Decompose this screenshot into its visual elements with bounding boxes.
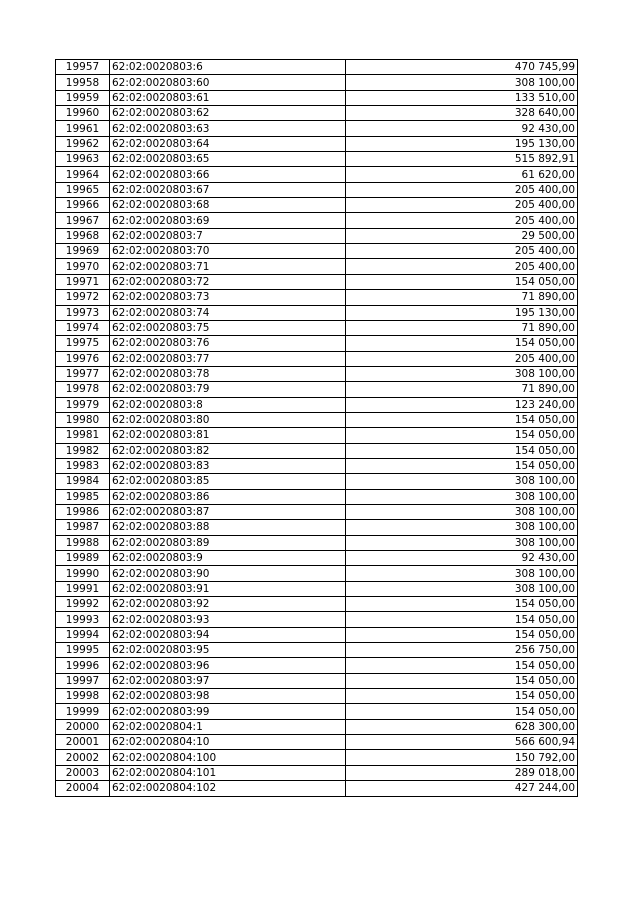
table-row (56, 397, 578, 412)
row-number-cell: 19997 (56, 673, 110, 688)
table-row (56, 198, 578, 213)
cadastral-number-cell: 62:02:0020803:8 (110, 397, 346, 412)
table-row (56, 566, 578, 581)
table-row (56, 458, 578, 473)
table-row (56, 643, 578, 658)
row-number-cell: 19970 (56, 259, 110, 274)
value-cell: 123 240,00 (346, 397, 578, 412)
row-number-cell: 20000 (56, 719, 110, 734)
cadastral-number-cell: 62:02:0020803:78 (110, 366, 346, 381)
value-cell: 308 100,00 (346, 474, 578, 489)
value-cell: 154 050,00 (346, 274, 578, 289)
cadastral-number-cell: 62:02:0020803:62 (110, 106, 346, 121)
row-number-cell: 20004 (56, 781, 110, 796)
cadastral-number-cell: 62:02:0020803:90 (110, 566, 346, 581)
cadastral-number-cell: 62:02:0020803:99 (110, 704, 346, 719)
cadastral-number-cell: 62:02:0020803:6 (110, 60, 346, 75)
row-number-cell: 19977 (56, 366, 110, 381)
value-cell: 515 892,91 (346, 152, 578, 167)
table-row (56, 320, 578, 335)
row-number-cell: 19959 (56, 90, 110, 105)
row-number-cell: 19979 (56, 397, 110, 412)
value-cell: 205 400,00 (346, 198, 578, 213)
value-cell: 92 430,00 (346, 551, 578, 566)
row-number-cell: 19974 (56, 320, 110, 335)
value-cell: 427 244,00 (346, 781, 578, 796)
cadastral-number-cell: 62:02:0020803:79 (110, 382, 346, 397)
row-number-cell: 19960 (56, 106, 110, 121)
cadastral-number-cell: 62:02:0020803:71 (110, 259, 346, 274)
value-cell: 470 745,99 (346, 60, 578, 75)
row-number-cell: 19984 (56, 474, 110, 489)
value-cell: 289 018,00 (346, 765, 578, 780)
cadastral-number-cell: 62:02:0020803:81 (110, 428, 346, 443)
table-row (56, 551, 578, 566)
value-cell: 308 100,00 (346, 535, 578, 550)
cadastral-number-cell: 62:02:0020803:68 (110, 198, 346, 213)
table-row (56, 167, 578, 182)
cadastral-number-cell: 62:02:0020803:69 (110, 213, 346, 228)
cadastral-number-cell: 62:02:0020804:10 (110, 735, 346, 750)
cadastral-number-cell: 62:02:0020803:77 (110, 351, 346, 366)
row-number-cell: 19962 (56, 136, 110, 151)
value-cell: 71 890,00 (346, 320, 578, 335)
table-row (56, 228, 578, 243)
value-cell: 71 890,00 (346, 382, 578, 397)
row-number-cell: 19965 (56, 182, 110, 197)
row-number-cell: 19999 (56, 704, 110, 719)
cadastral-number-cell: 62:02:0020803:85 (110, 474, 346, 489)
table-row (56, 259, 578, 274)
value-cell: 308 100,00 (346, 566, 578, 581)
value-cell: 308 100,00 (346, 504, 578, 519)
row-number-cell: 19990 (56, 566, 110, 581)
table-row (56, 474, 578, 489)
table-row (56, 244, 578, 259)
value-cell: 154 050,00 (346, 443, 578, 458)
row-number-cell: 19966 (56, 198, 110, 213)
table-row (56, 735, 578, 750)
cadastral-number-cell: 62:02:0020803:73 (110, 290, 346, 305)
table-row (56, 152, 578, 167)
cadastral-number-cell: 62:02:0020803:60 (110, 75, 346, 90)
row-number-cell: 19973 (56, 305, 110, 320)
cadastral-number-cell: 62:02:0020804:100 (110, 750, 346, 765)
value-cell: 308 100,00 (346, 581, 578, 596)
value-cell: 195 130,00 (346, 305, 578, 320)
value-cell: 205 400,00 (346, 244, 578, 259)
table-row (56, 750, 578, 765)
cadastral-number-cell: 62:02:0020803:7 (110, 228, 346, 243)
row-number-cell: 19988 (56, 535, 110, 550)
value-cell: 154 050,00 (346, 428, 578, 443)
row-number-cell: 19958 (56, 75, 110, 90)
value-cell: 205 400,00 (346, 259, 578, 274)
value-cell: 205 400,00 (346, 351, 578, 366)
row-number-cell: 19969 (56, 244, 110, 259)
cadastral-number-cell: 62:02:0020803:86 (110, 489, 346, 504)
cadastral-number-cell: 62:02:0020803:96 (110, 658, 346, 673)
row-number-cell: 19968 (56, 228, 110, 243)
table-row (56, 366, 578, 381)
table-row (56, 60, 578, 75)
row-number-cell: 19967 (56, 213, 110, 228)
table-row (56, 597, 578, 612)
row-number-cell: 19996 (56, 658, 110, 673)
value-cell: 154 050,00 (346, 412, 578, 427)
value-cell: 154 050,00 (346, 336, 578, 351)
row-number-cell: 19971 (56, 274, 110, 289)
value-cell: 154 050,00 (346, 689, 578, 704)
table-row (56, 535, 578, 550)
table-row (56, 612, 578, 627)
cadastral-value-table (55, 59, 578, 797)
cadastral-number-cell: 62:02:0020803:94 (110, 627, 346, 642)
value-cell: 154 050,00 (346, 612, 578, 627)
row-number-cell: 19995 (56, 643, 110, 658)
cadastral-number-cell: 62:02:0020804:1 (110, 719, 346, 734)
cadastral-number-cell: 62:02:0020803:88 (110, 520, 346, 535)
value-cell: 154 050,00 (346, 458, 578, 473)
cadastral-number-cell: 62:02:0020803:75 (110, 320, 346, 335)
value-cell: 308 100,00 (346, 489, 578, 504)
table-row (56, 305, 578, 320)
cadastral-number-cell: 62:02:0020803:70 (110, 244, 346, 259)
table-row (56, 627, 578, 642)
row-number-cell: 19961 (56, 121, 110, 136)
table-row (56, 351, 578, 366)
table-row (56, 382, 578, 397)
table-row (56, 489, 578, 504)
table-row (56, 106, 578, 121)
table-row (56, 673, 578, 688)
value-cell: 566 600,94 (346, 735, 578, 750)
table-body (56, 60, 578, 797)
value-cell: 150 792,00 (346, 750, 578, 765)
table-row (56, 581, 578, 596)
table-row (56, 781, 578, 796)
cadastral-number-cell: 62:02:0020803:92 (110, 597, 346, 612)
cadastral-number-cell: 62:02:0020803:9 (110, 551, 346, 566)
cadastral-number-cell: 62:02:0020804:101 (110, 765, 346, 780)
cadastral-number-cell: 62:02:0020803:66 (110, 167, 346, 182)
cadastral-number-cell: 62:02:0020803:63 (110, 121, 346, 136)
table-row (56, 75, 578, 90)
cadastral-number-cell: 62:02:0020803:91 (110, 581, 346, 596)
row-number-cell: 19985 (56, 489, 110, 504)
table-row (56, 719, 578, 734)
row-number-cell: 19992 (56, 597, 110, 612)
table-row (56, 90, 578, 105)
cadastral-number-cell: 62:02:0020803:67 (110, 182, 346, 197)
value-cell: 205 400,00 (346, 213, 578, 228)
row-number-cell: 19964 (56, 167, 110, 182)
table-row (56, 336, 578, 351)
table-row (56, 136, 578, 151)
row-number-cell: 20001 (56, 735, 110, 750)
value-cell: 308 100,00 (346, 75, 578, 90)
value-cell: 92 430,00 (346, 121, 578, 136)
row-number-cell: 19976 (56, 351, 110, 366)
value-cell: 154 050,00 (346, 597, 578, 612)
value-cell: 154 050,00 (346, 673, 578, 688)
cadastral-number-cell: 62:02:0020803:80 (110, 412, 346, 427)
table-row (56, 182, 578, 197)
cadastral-number-cell: 62:02:0020803:72 (110, 274, 346, 289)
row-number-cell: 20003 (56, 765, 110, 780)
table-row (56, 274, 578, 289)
value-cell: 205 400,00 (346, 182, 578, 197)
row-number-cell: 19986 (56, 504, 110, 519)
row-number-cell: 19993 (56, 612, 110, 627)
row-number-cell: 19983 (56, 458, 110, 473)
value-cell: 154 050,00 (346, 704, 578, 719)
table-row (56, 443, 578, 458)
value-cell: 29 500,00 (346, 228, 578, 243)
value-cell: 308 100,00 (346, 366, 578, 381)
value-cell: 256 750,00 (346, 643, 578, 658)
row-number-cell: 19982 (56, 443, 110, 458)
table-row (56, 121, 578, 136)
cadastral-number-cell: 62:02:0020803:64 (110, 136, 346, 151)
cadastral-number-cell: 62:02:0020803:76 (110, 336, 346, 351)
table-row (56, 704, 578, 719)
cadastral-number-cell: 62:02:0020803:87 (110, 504, 346, 519)
row-number-cell: 19963 (56, 152, 110, 167)
row-number-cell: 19975 (56, 336, 110, 351)
value-cell: 61 620,00 (346, 167, 578, 182)
cadastral-number-cell: 62:02:0020803:97 (110, 673, 346, 688)
value-cell: 308 100,00 (346, 520, 578, 535)
cadastral-number-cell: 62:02:0020803:65 (110, 152, 346, 167)
row-number-cell: 19978 (56, 382, 110, 397)
row-number-cell: 19994 (56, 627, 110, 642)
table-row (56, 428, 578, 443)
row-number-cell: 19980 (56, 412, 110, 427)
cadastral-number-cell: 62:02:0020803:93 (110, 612, 346, 627)
row-number-cell: 19991 (56, 581, 110, 596)
cadastral-number-cell: 62:02:0020803:98 (110, 689, 346, 704)
cadastral-number-cell: 62:02:0020803:61 (110, 90, 346, 105)
table-row (56, 689, 578, 704)
cadastral-number-cell: 62:02:0020803:95 (110, 643, 346, 658)
table-row (56, 765, 578, 780)
cadastral-number-cell: 62:02:0020803:89 (110, 535, 346, 550)
table-row (56, 290, 578, 305)
value-cell: 628 300,00 (346, 719, 578, 734)
row-number-cell: 19957 (56, 60, 110, 75)
value-cell: 133 510,00 (346, 90, 578, 105)
value-cell: 328 640,00 (346, 106, 578, 121)
row-number-cell: 19989 (56, 551, 110, 566)
row-number-cell: 19972 (56, 290, 110, 305)
cadastral-number-cell: 62:02:0020803:74 (110, 305, 346, 320)
table-row (56, 213, 578, 228)
value-cell: 154 050,00 (346, 658, 578, 673)
table-row (56, 504, 578, 519)
row-number-cell: 20002 (56, 750, 110, 765)
cadastral-number-cell: 62:02:0020803:83 (110, 458, 346, 473)
value-cell: 71 890,00 (346, 290, 578, 305)
table-row (56, 412, 578, 427)
cadastral-number-cell: 62:02:0020803:82 (110, 443, 346, 458)
cadastral-number-cell: 62:02:0020804:102 (110, 781, 346, 796)
row-number-cell: 19981 (56, 428, 110, 443)
value-cell: 195 130,00 (346, 136, 578, 151)
table-row (56, 520, 578, 535)
table-row (56, 658, 578, 673)
row-number-cell: 19998 (56, 689, 110, 704)
value-cell: 154 050,00 (346, 627, 578, 642)
row-number-cell: 19987 (56, 520, 110, 535)
